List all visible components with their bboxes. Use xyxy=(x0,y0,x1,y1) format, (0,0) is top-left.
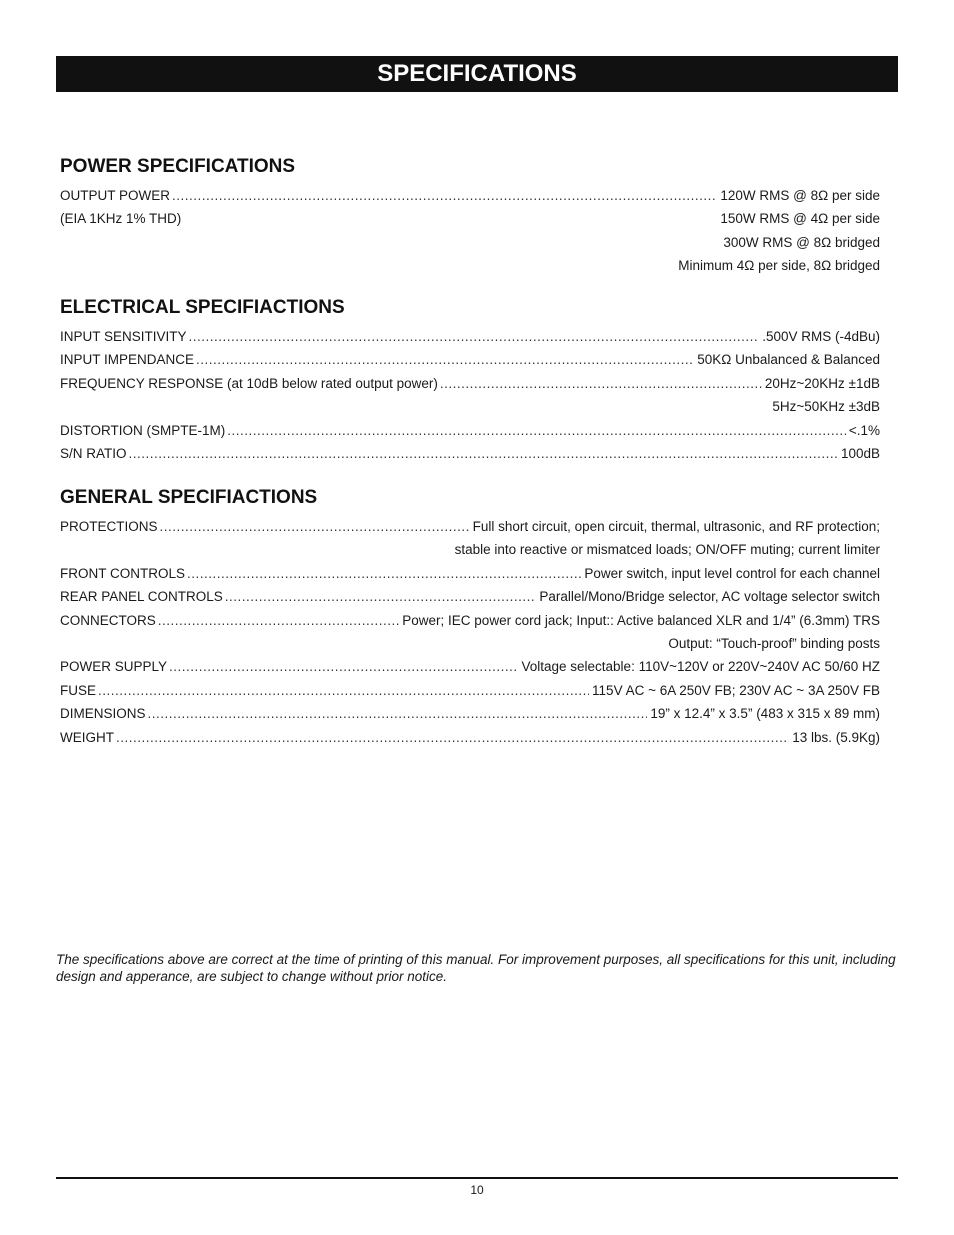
spec-value: Minimum 4Ω per side, 8Ω bridged xyxy=(678,258,880,274)
spec-row-continuation xyxy=(60,395,884,418)
spec-value: 300W RMS @ 8Ω bridged xyxy=(723,234,880,250)
spec-row-rear-panel-controls xyxy=(60,585,884,608)
spec-value: 100dB xyxy=(840,445,880,461)
spec-label: REAR PANEL CONTROLS xyxy=(60,589,223,605)
spec-value: Power; IEC power cord jack; Input:: Active balanced XLR and 1/4” (6.3mm) TRS xyxy=(402,612,880,628)
spec-label: INPUT SENSITIVITY xyxy=(60,329,187,344)
spec-label: CONNECTORS xyxy=(60,612,156,628)
leader-dots xyxy=(196,348,694,371)
spec-label: FUSE xyxy=(60,682,97,698)
leader-dots xyxy=(440,372,762,395)
spec-row-continuation xyxy=(60,231,884,254)
leader-dots xyxy=(169,655,518,678)
spec-value: Voltage selectable: 110V~120V or 220V~240V AC 50/60 HZ xyxy=(521,659,880,675)
spec-row-connectors xyxy=(60,609,884,632)
spec-label: OUTPUT POWER xyxy=(60,188,171,203)
power-specifications-section xyxy=(60,156,884,278)
spec-row-continuation xyxy=(60,632,884,655)
leader-dots xyxy=(158,609,400,632)
spec-label: FRONT CONTROLS xyxy=(60,565,186,581)
leader-dots xyxy=(187,562,581,585)
spec-label: DISTORTION (SMPTE-1M) xyxy=(60,422,226,438)
spec-value: <.1% xyxy=(848,422,880,438)
leader-dots xyxy=(225,585,537,608)
spec-row-input-sensitivity xyxy=(60,325,884,348)
spec-value: 20Hz~20KHz ±1dB xyxy=(764,375,880,391)
spec-value: Parallel/Mono/Bridge selector, AC voltage selector switch xyxy=(539,589,880,605)
spec-label: S/N RATIO xyxy=(60,445,127,461)
spec-row-fuse xyxy=(60,679,884,702)
spec-value: 150W RMS @ 4Ω per side xyxy=(720,211,880,227)
spec-value: .500V RMS (-4dBu) xyxy=(762,329,880,344)
leader-dots xyxy=(98,679,589,702)
spec-label: WEIGHT xyxy=(60,729,114,745)
spec-value: Output: “Touch-proof” binding posts xyxy=(668,635,880,651)
spec-row-eia-thd xyxy=(60,207,884,230)
spec-value: 120W RMS @ 8Ω per side xyxy=(720,188,880,203)
spec-row-sn-ratio xyxy=(60,442,884,465)
spec-row-input-impedance xyxy=(60,348,884,371)
spec-value: 13 lbs. (5.9Kg) xyxy=(792,729,880,745)
spec-row-power-supply xyxy=(60,655,884,678)
spec-row-distortion xyxy=(60,419,884,442)
leader-dots xyxy=(148,702,648,725)
spec-value: 50KΩ Unbalanced & Balanced xyxy=(697,352,880,368)
spec-label: POWER SUPPLY xyxy=(60,659,168,675)
spec-value: 19” x 12.4” x 3.5” (483 x 315 x 89 mm) xyxy=(650,706,880,722)
electrical-specifications-section xyxy=(60,297,884,465)
section-heading: ELECTRICAL SPECIFIACTIONS xyxy=(60,297,345,318)
spec-row-continuation xyxy=(60,538,884,561)
leader-dots xyxy=(172,184,717,207)
spec-label: (EIA 1KHz 1% THD) xyxy=(60,211,182,227)
page-title: SPECIFICATIONS xyxy=(377,60,577,87)
section-heading: POWER SPECIFICATIONS xyxy=(60,156,296,177)
leader-dots xyxy=(129,442,838,465)
leader-dots xyxy=(227,419,846,442)
leader-dots xyxy=(116,726,789,749)
spec-value: 5Hz~50KHz ±3dB xyxy=(772,399,880,415)
spec-label: INPUT IMPENDANCE xyxy=(60,352,195,368)
spec-row-output-power xyxy=(60,184,884,207)
spec-label: FREQUENCY RESPONSE (at 10dB below rated output power) xyxy=(60,375,438,391)
disclaimer-text: The specifications above are correct at the time of printing of this manual. For improvement purposes, all specifications for this unit, including design and apperance, are subject to change without prior notice. xyxy=(56,952,896,984)
spec-label: DIMENSIONS xyxy=(60,706,146,722)
spec-row-weight xyxy=(60,726,884,749)
spec-value: 115V AC ~ 6A 250V FB; 230V AC ~ 3A 250V FB xyxy=(592,682,880,698)
page-number: 10 xyxy=(470,1183,484,1197)
footer-divider xyxy=(56,1177,898,1179)
spec-label: PROTECTIONS xyxy=(60,519,158,534)
leader-dots xyxy=(189,325,760,348)
page-title-bar xyxy=(56,56,898,92)
spec-row-frequency-response xyxy=(60,372,884,395)
general-specifications-section xyxy=(60,487,884,749)
section-heading: GENERAL SPECIFIACTIONS xyxy=(60,487,318,508)
spec-value: Power switch, input level control for each channel xyxy=(584,565,880,581)
spec-row-continuation xyxy=(60,254,884,277)
leader-dots xyxy=(160,515,470,538)
spec-value: Full short circuit, open circuit, thermal, ultrasonic, and RF protection; xyxy=(472,519,880,534)
spec-row-front-controls xyxy=(60,562,884,585)
spec-row-dimensions xyxy=(60,702,884,725)
spec-value: stable into reactive or mismatced loads; ON/OFF muting; current limiter xyxy=(454,542,880,558)
spec-row-protections xyxy=(60,515,884,538)
